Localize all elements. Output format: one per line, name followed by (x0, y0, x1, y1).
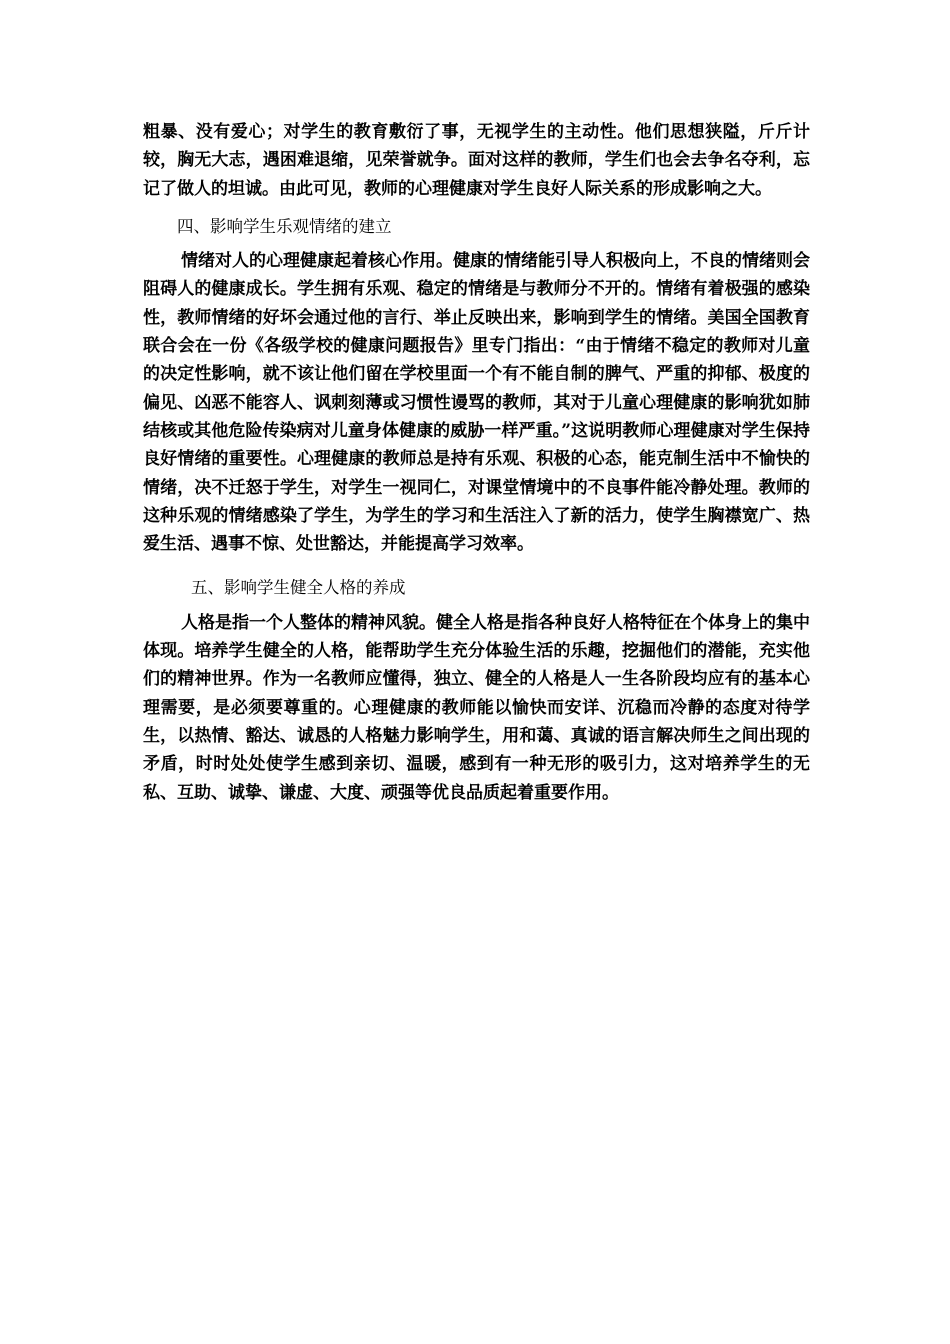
section-four-heading: 四、影响学生乐观情绪的建立 (177, 216, 392, 236)
section-four-paragraph: 情绪对人的心理健康起着核心作用。健康的情绪能引导人积极向上，不良的情绪则会阻碍人的健康成长。学生拥有乐观、稳定的情绪是与教师分不开的。情绪有着极强的感染性，教师情绪的好坏会通过他的言行、举止反映出来，影响到学生的情绪。美国全国教育联合会在一份《各级学校的健康问题报告》里专门指出：“由于情绪不稳定的教师对儿童的决定性影响，就不该让他们留在学校里面一个有不能自制的脾气、严重的抑郁、极度的偏见、凶恶不能容人、讽刺刻薄或习惯性谩骂的教师，其对于儿童心理健康的影响犹如肺结核或其他危险传染病对儿童身体健康的威胁一样严重。”这说明教师心理健康对学生保持良好情绪的重要性。心理健康的教师总是持有乐观、积极的心态，能克制生活中不愉快的情绪，决不迁怒于学生，对学生一视同仁，对课堂情境中的不良事件能冷静处理。教师的这种乐观的情绪感染了学生，为学生的学习和生活注入了新的活力，使学生胸襟宽广、热爱生活、遇事不惊、处世豁达，并能提高学习效率。 (143, 251, 810, 555)
document-page (143, 118, 810, 807)
section-five-heading: 五、影响学生健全人格的养成 (191, 578, 406, 598)
section-five-paragraph: 人格是指一个人整体的精神风貌。健全人格是指各种良好人格特征在个体身上的集中体现。培养学生健全的人格，能帮助学生充分体验生活的乐趣，挖掘他们的潜能，充实他们的精神世界。作为一名教师应懂得，独立、健全的人格是人一生各阶段均应有的基本心理需要，是必须要尊重的。心理健康的教师能以愉快而安详、沉稳而冷静的态度对待学生，以热情、豁达、诚恳的人格魅力影响学生，用和蔼、真诚的语言解决师生之间出现的矛盾，时时处处使学生感到亲切、温暖，感到有一种无形的吸引力，这对培养学生的无私、互助、诚挚、谦虚、大度、顽强等优良品质起着重要作用。 (143, 612, 810, 803)
intro-paragraph: 粗暴、没有爱心；对学生的教育敷衍了事，无视学生的主动性。他们思想狭隘，斤斤计较，胸无大志，遇困难退缩，见荣誉就争。面对这样的教师，学生们也会去争名夺利，忘记了做人的坦诚。由此可见，教师的心理健康对学生良好人际关系的形成影响之大。 (143, 122, 810, 199)
